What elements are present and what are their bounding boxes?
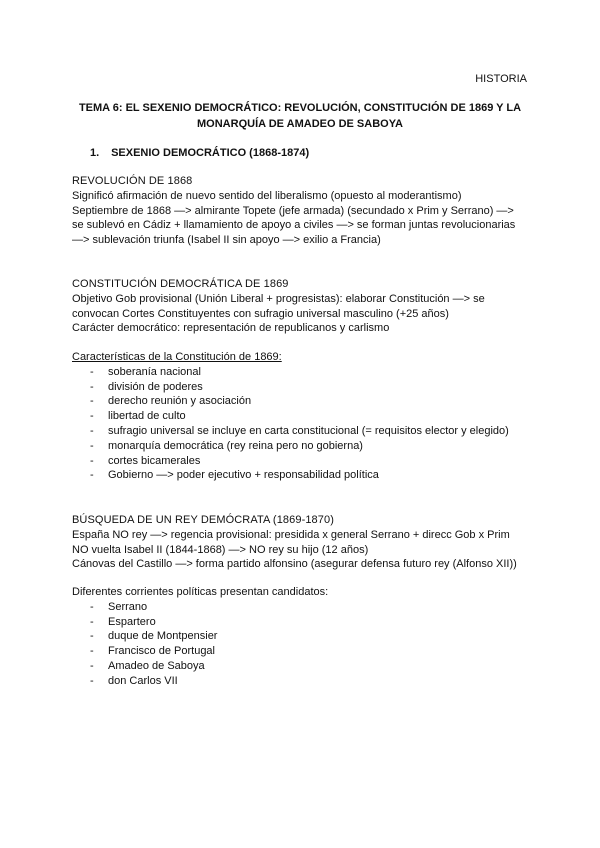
list-item-text: Gobierno —> poder ejecutivo + responsabilidad política [108,469,379,482]
busqueda-line: NO vuelta Isabel II (1844-1868) —> NO rey su hijo (12 años) [72,543,369,556]
busqueda-line: Cánovas del Castillo —> forma partido alfonsino (asegurar defensa futuro rey (Alfonso XII)) [72,558,517,571]
busqueda-block [72,513,542,572]
document-title [60,101,540,132]
busqueda-heading: BÚSQUEDA DE UN REY DEMÓCRATA (1869-1870) [72,514,334,526]
list-item [72,674,542,689]
dash-bullet: - [90,395,94,408]
revolucion-block [72,174,542,248]
list-item-text: Serrano [108,600,148,613]
features-title: Características de la Constitución de 1869: [72,351,282,363]
dash-bullet: - [90,410,94,423]
section-number: 1. [90,147,100,159]
list-item-text: monarquía democrática (rey reina pero no gobierna) [108,439,363,452]
constitucion-heading: CONSTITUCIÓN DEMOCRÁTICA DE 1869 [72,278,289,290]
dash-bullet: - [90,615,94,628]
list-item [72,468,542,483]
list-item-text: derecho reunión y asociación [108,395,252,408]
candidates-list [72,600,542,689]
section-title: SEXENIO DEMOCRÁTICO (1868-1874) [111,147,310,159]
title-line-2: MONARQUÍA DE AMADEO DE SABOYA [197,117,403,130]
list-item-text: cortes bicamerales [108,454,201,467]
dash-bullet: - [90,469,94,482]
features-block [72,350,542,483]
list-item [72,629,542,644]
dash-bullet: - [90,424,94,437]
list-item-text: Amadeo de Saboya [108,659,205,672]
list-item [72,454,542,469]
constitucion-line: Carácter democrático: representación de republicanos y carlismo [72,322,390,335]
dash-bullet: - [90,380,94,393]
revolucion-line: Significó afirmación de nuevo sentido del liberalismo (opuesto al moderantismo) [72,189,462,202]
revolucion-line: —> sublevación triunfa (Isabel II sin apoyo —> exilio a Francia) [72,234,381,247]
revolucion-line: se sublevó en Cádiz + llamamiento de apoyo a civiles —> se forman juntas revolucionarias [72,219,516,232]
busqueda-line: España NO rey —> regencia provisional: presidida x general Serrano + direcc Gob x Prim [72,528,510,541]
dash-bullet: - [90,630,94,643]
constitucion-block [72,277,542,336]
list-item-text: libertad de culto [108,410,186,423]
list-item [72,424,542,439]
dash-bullet: - [90,365,94,378]
list-item [72,409,542,424]
list-item-text: Espartero [108,615,156,628]
section-heading [90,146,309,161]
dash-bullet: - [90,645,94,658]
constitucion-line: convocan Cortes Constituyentes con sufragio universal masculino (+25 años) [72,307,449,320]
list-item-text: soberanía nacional [108,365,201,378]
dash-bullet: - [90,674,94,687]
list-item [72,394,542,409]
dash-bullet: - [90,439,94,452]
list-item [72,600,542,615]
list-item [72,439,542,454]
revolucion-heading: REVOLUCIÓN DE 1868 [72,175,193,187]
dash-bullet: - [90,659,94,672]
list-item-text: Francisco de Portugal [108,645,215,658]
list-item-text: división de poderes [108,380,203,393]
constitucion-line: Objetivo Gob provisional (Unión Liberal + progresistas): elaborar Constitución —> se [72,292,485,305]
list-item [72,380,542,395]
list-item-text: duque de Montpensier [108,630,218,643]
candidates-intro: Diferentes corrientes políticas presentan candidatos: [72,586,329,598]
dash-bullet: - [90,454,94,467]
features-list [72,365,542,483]
list-item-text: don Carlos VII [108,674,178,687]
list-item [72,615,542,630]
list-item [72,365,542,380]
revolucion-line: Septiembre de 1868 —> almirante Topete (jefe armada) (secundado x Prim y Serrano) —> [72,204,514,217]
dash-bullet: - [90,600,94,613]
subject-header: HISTORIA [475,73,527,85]
list-item [72,659,542,674]
list-item-text: sufragio universal se incluye en carta constitucional (= requisitos elector y elegido) [108,424,509,437]
list-item [72,644,542,659]
candidates-block [72,585,542,689]
title-line-1: TEMA 6: EL SEXENIO DEMOCRÁTICO: REVOLUCIÓN, CONSTITUCIÓN DE 1869 Y LA [78,102,522,114]
